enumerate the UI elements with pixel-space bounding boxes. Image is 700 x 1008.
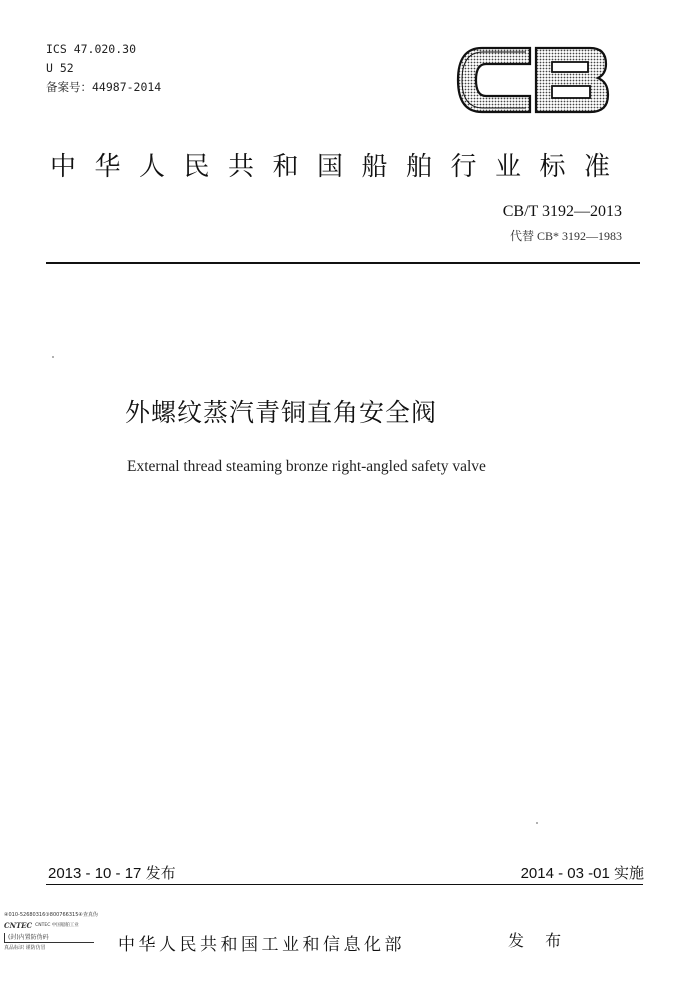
document-metadata: [46, 40, 161, 97]
header-divider: [46, 262, 640, 264]
standard-name: 中华人民共和国船舶行业标准: [50, 152, 629, 182]
replaces-note: 代替 CB* 3192—1983: [509, 229, 622, 243]
implement-date: 2014 - 03 -01 实施: [520, 865, 644, 882]
issuing-authority: 中华人民共和国工业和信息化部: [118, 935, 405, 955]
speck: [52, 356, 54, 358]
stamp-code-line: (封)内置防伪码: [8, 934, 49, 941]
stamp-company-line: CNTEC 中国船舶工业: [35, 923, 79, 928]
category-code: U 52: [46, 61, 74, 75]
issue-label: 发 布: [508, 931, 570, 950]
ics-code: ICS 47.020.30: [46, 42, 137, 56]
anti-counterfeit-label: [4, 912, 98, 970]
document-title-chinese: 外螺纹蒸汽青铜直角安全阀: [125, 398, 438, 427]
cntec-logo: CNTEC: [4, 921, 33, 930]
speck: [536, 822, 538, 824]
document-title-english: External thread steaming bronze right-angled safety valve: [127, 458, 486, 475]
footer-divider: [46, 884, 643, 885]
filing-number: 备案号：44987-2014: [46, 80, 162, 94]
standard-code: CB/T 3192—2013: [502, 203, 622, 220]
publish-date: 2013 - 10 - 17 发布: [48, 865, 176, 882]
cb-logo: [452, 40, 612, 120]
stamp-authentic-line: 真品标识 谨防仿冒: [4, 945, 46, 951]
stamp-phone-line: ④010-52680316③800766315④查真伪: [4, 912, 98, 918]
